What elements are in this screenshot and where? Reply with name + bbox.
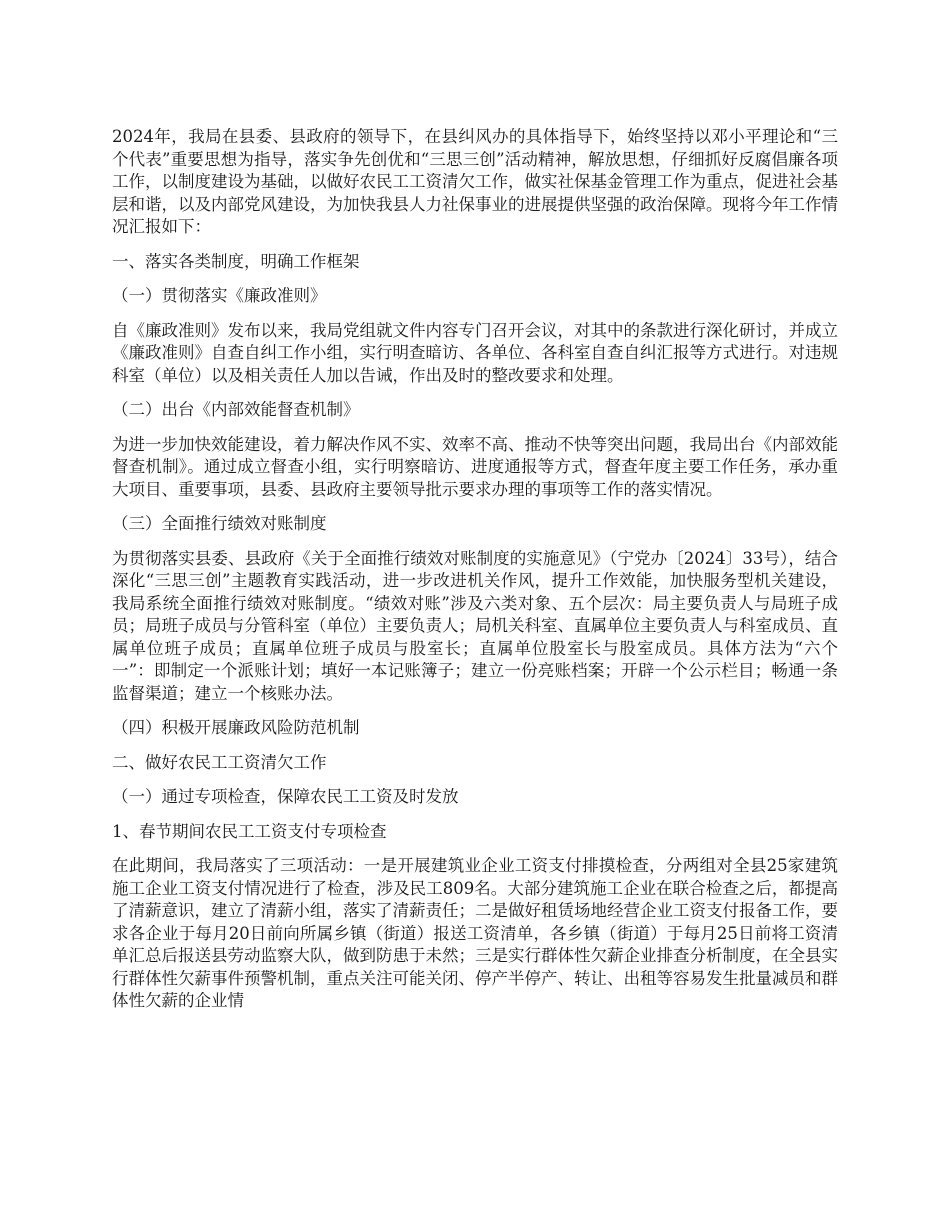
subsection-heading-2-1: （一）通过专项检查，保障农民工工资及时发放 xyxy=(112,787,459,806)
paragraph-1-2: 为进一步加快效能建设，着力解决作风不实、效率不高、推动不快等突出问题，我局出台《内部效能督查机制》。通过成立督查小组，实行明察暗访、进度通报等方式，督查年度主要工作任务，承办重大项目、重要事项，县委、县政府主要领导批示要求办理的事项等工作的落实情况。 xyxy=(112,434,838,499)
subsection-heading-1-2: （二）出台《内部效能督查机制》 xyxy=(112,400,360,419)
section-heading-1: 一、落实各类制度，明确工作框架 xyxy=(112,251,360,271)
item-heading-2-1-1: 1、春节期间农民工工资支付专项检查 xyxy=(112,821,387,841)
paragraph-1-1: 自《廉政准则》发布以来，我局党组就文件内容专门召开会议，对其中的条款进行深化研讨，并成立《廉政准则》自查自纠工作小组，实行明查暗访、各单位、各科室自查自纠汇报等方式进行。对违规科室（单位）以及相关责任人加以告诫，作出及时的整改要求和处理。 xyxy=(112,320,838,385)
section-heading-2: 二、做好农民工工资清欠工作 xyxy=(112,752,327,772)
paragraph-1-3: 为贯彻落实县委、县政府《关于全面推行绩效对账制度的实施意见》（宁党办〔2024〕33号），结合深化“三思三创”主题教育实践活动，进一步改进机关作风，提升工作效能，加快服务型机关建设，我局系统全面推行绩效对账制度。“绩效对账”涉及六类对象、五个层次：局主要负责人与局班子成员；局班子成员与分管科室（单位）主要负责人；局机关科室、直属单位主要负责人与科室成员、直属单位班子成员；直属单位班子成员与股室长；直属单位股室长与股室成员。具体方法为“六个一”：即制定一个派账计划；填好一本记账簿子；建立一份亮账档案；开辟一个公示栏目；畅通一条监督渠道；建立一个核账办法。 xyxy=(112,548,838,703)
intro-paragraph: 2024年，我局在县委、县政府的领导下，在县纠风办的具体指导下，始终坚持以邓小平理论和“三个代表”重要思想为指导，落实争先创优和“三思三创”活动精神，解放思想，仔细抓好反腐倡廉各项工作，以制度建设为基础，以做好农民工工资清欠工作，做实社保基金管理工作为重点，促进社会基层和谐，以及内部党风建设，为加快我县人力社保事业的进展提供坚强的政治保障。现将今年工作情况汇报如下： xyxy=(112,127,838,236)
paragraph-2-1-1: 在此期间，我局落实了三项活动：一是开展建筑业企业工资支付排摸检查，分两组对全县25家建筑施工企业工资支付情况进行了检查，涉及民工809名。大部分建筑施工企业在联合检查之后，都提高了清薪意识，建立了清薪小组，落实了清薪责任；二是做好租赁场地经营企业工资支付报备工作，要求各企业于每月20日前向所属乡镇（街道）报送工资清单，各乡镇（街道）于每月25日前将工资清单汇总后报送县劳动监察大队，做到防患于未然；三是实行群体性欠薪企业排查分析制度，在全县实行群体性欠薪事件预警机制，重点关注可能关闭、停产半停产、转让、出租等容易发生批量减员和群体性欠薪的企业情 xyxy=(112,856,838,1010)
subsection-heading-1-1: （一）贯彻落实《廉政准则》 xyxy=(112,286,327,305)
subsection-heading-1-4: （四）积极开展廉政风险防范机制 xyxy=(112,718,360,737)
subsection-heading-1-3: （三）全面推行绩效对账制度 xyxy=(112,514,327,533)
